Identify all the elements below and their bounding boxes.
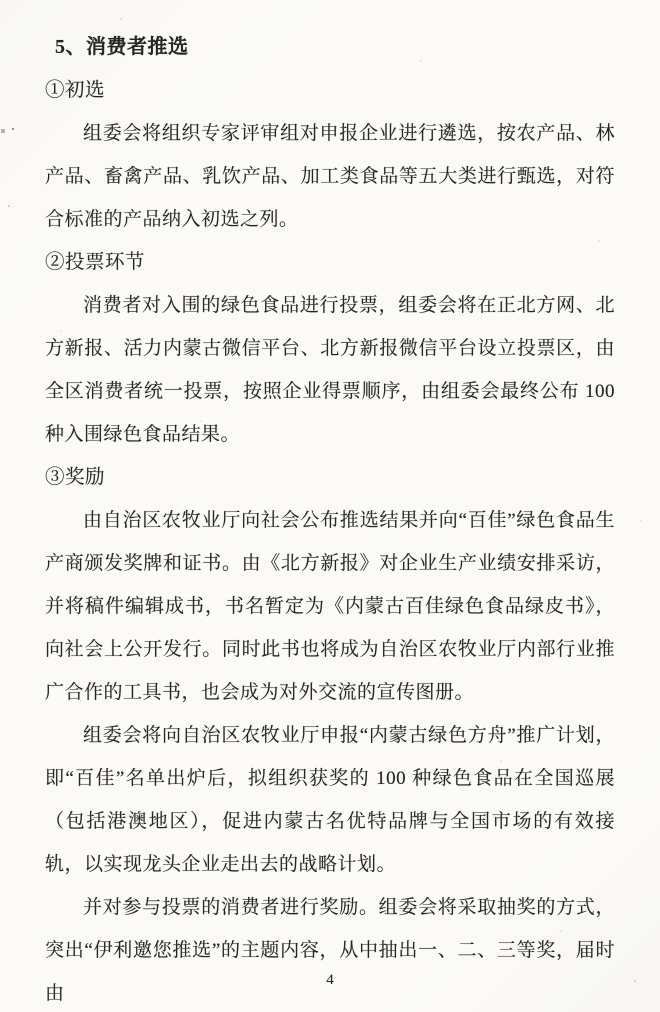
paragraph: 消费者对入围的绿色食品进行投票，组委会将在正北方网、北方新报、活力内蒙古微信平台、北方新报微信平台设立投票区，由全区消费者统一投票，按照企业得票顺序，由组委会最终公布 100 种入围绿色食品结果。 (45, 295, 615, 445)
section-heading: 5、消费者推选 (55, 36, 189, 58)
scan-noise-artifacts (0, 0, 2, 2)
sub-heading: ③奖励 (45, 467, 106, 488)
paragraph: 组委会将组织专家评审组对申报企业进行遴选，按农产品、林产品、畜禽产品、乳饮产品、加工类食品等五大类进行甄选，对符合标准的产品纳入初选之列。 (45, 123, 615, 230)
page-number: 4 (326, 972, 334, 988)
sub-heading: ②投票环节 (45, 252, 146, 273)
paragraph: 由自治区农牧业厅向社会公布推选结果并向“百佳”绿色食品生产商颁发奖牌和证书。由《北方新报》对企业生产业绩安排采访，并将稿件编辑成书，书名暂定为《内蒙古百佳绿色食品绿皮书》，向社会上公开发行。同时此书也将成为自治区农牧业厅内部行业推广合作的工具书，也会成为对外交流的宣传图册。 (45, 510, 615, 703)
document-body (45, 26, 615, 1012)
paragraph: 组委会将向自治区农牧业厅申报“内蒙古绿色方舟”推广计划，即“百佳”名单出炉后，拟组织获奖的 100 种绿色食品在全国巡展（包括港澳地区），促进内蒙古名优特品牌与全国市场的有效接轨，以实现龙头企业走出去的战略计划。 (45, 725, 615, 875)
sub-heading: ①初选 (45, 80, 106, 101)
paragraph: 并对参与投票的消费者进行奖励。组委会将采取抽奖的方式，突出“伊利邀您推选”的主题内容，从中抽出一、二、三等奖，届时由 (45, 897, 615, 1004)
